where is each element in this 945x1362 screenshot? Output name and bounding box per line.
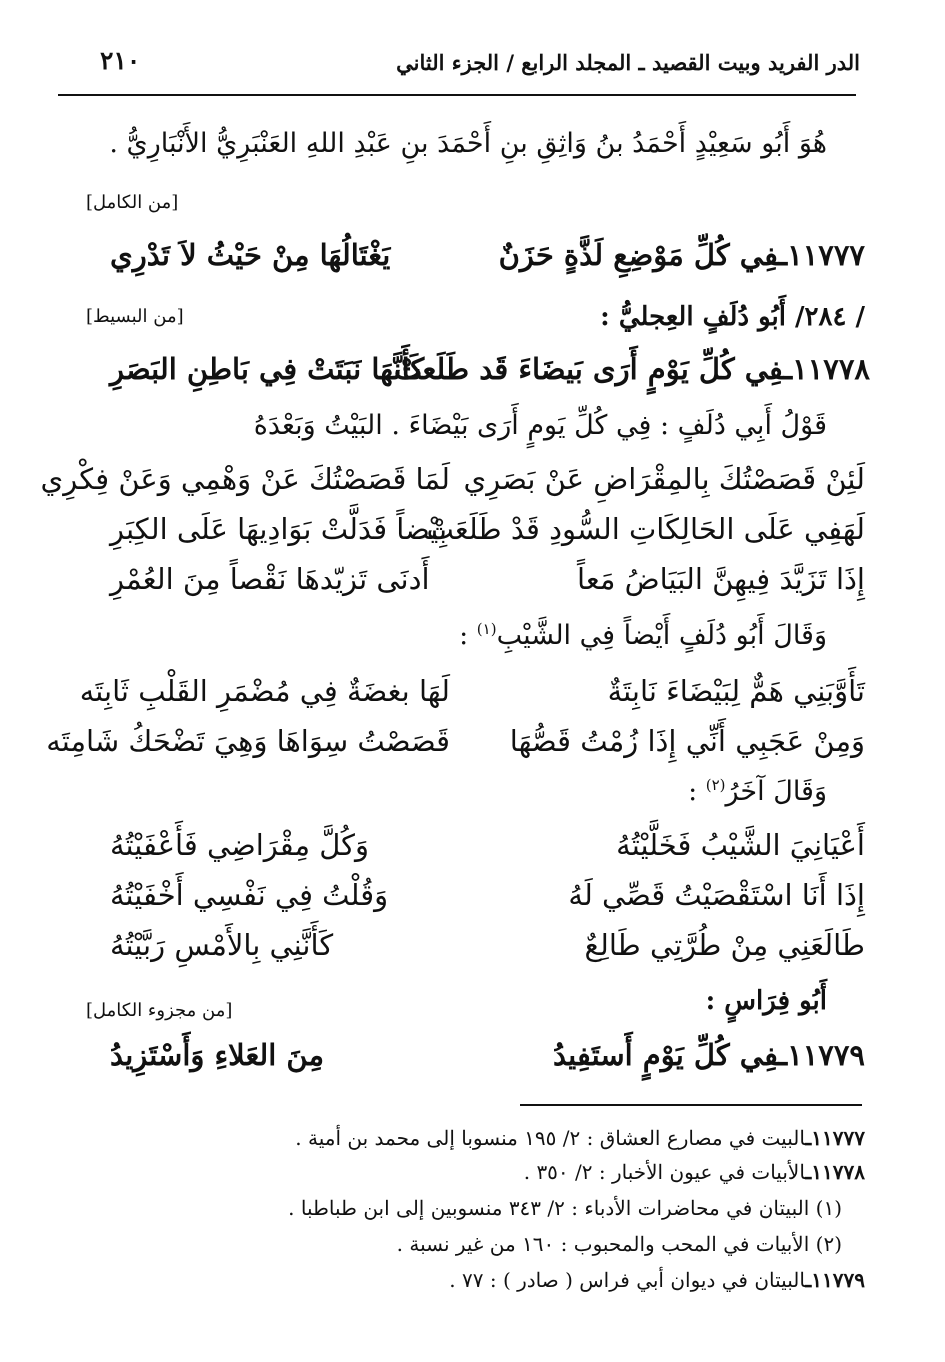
poem3-line3-left: كَأَنَّنِي بِالأَمْسِ رَبَّيْتُهُ — [110, 928, 334, 962]
meter-label-basit: [من البسيط] — [86, 306, 184, 327]
footnote-text: الأبيات في عيون الأخبار : ٢/ ٣٥٠ . — [523, 1160, 806, 1184]
footnote-1 — [288, 1196, 842, 1220]
footnote-divider — [520, 1104, 862, 1106]
poem2-line2-right: وَمِنْ عَجَبِي أَنِّي إِذَا زُمْتُ قَصُّهَا — [509, 724, 865, 758]
poem1-line3-right: إِذَا تَزَيَّدَ فِيهِنَّ البَيَاضُ مَعاً — [577, 562, 865, 596]
footnote-number: ١١٧٧٩ـ — [805, 1268, 865, 1292]
poem1-line1-right: لَئِنْ قَصَصْتُكَ بِالمِقْرَاضِ عَنْ بَصَرِي — [463, 462, 865, 496]
footnote-ref-1: (١) — [476, 620, 497, 638]
colon: : — [688, 776, 706, 807]
verse-11777-second-hemistich: يَغْتَالُهَا مِنْ حَيْثُ لاَ تَدْرِي — [110, 238, 391, 272]
verse-number: ١١٧٧٩ـ — [778, 1038, 865, 1072]
page-number: ٢١٠ — [100, 46, 141, 75]
verse-11779-second-hemistich: مِنَ العَلاءِ وَأَسْتَزِيدُ — [110, 1038, 325, 1072]
header-divider — [58, 94, 856, 96]
footnote-text: الأبيات في المحب والمحبوب : ١٦٠ من غير نسبة . — [396, 1232, 810, 1256]
poem1-line2-right: لَهَفِي عَلَى الحَالِكَاتِ السُّودِ قَدْ طَلَعَتْ — [426, 512, 865, 546]
footnote-text: البيتان في محاضرات الأدباء : ٢/ ٣٤٣ منسوبين إلى ابن طباطبا . — [288, 1196, 810, 1220]
commentary-line-3 — [688, 776, 827, 807]
poem3-line1-right: أَعْيَانِيَ الشَّيْبُ فَخَلَّيْتُهُ — [616, 828, 865, 862]
intro-paragraph: هُوَ أَبُو سَعِيْدٍ أَحْمَدُ بنُ وَاثِقِ بنِ أَحْمَدَ بنِ عَبْدِ اللهِ العَنْبَرِيُّ الأَنْبَارِيُّ . — [109, 128, 827, 159]
footnote-number: ١١٧٧٨ـ — [805, 1160, 865, 1184]
footnote-11779 — [449, 1268, 865, 1292]
footnote-2 — [397, 1232, 842, 1256]
poem3-line2-right: إِذَا أَنَا اسْتَقْصَيْتُ قَصِّي لَهُ — [568, 878, 865, 912]
hemistich-text: فِي كُلِّ يَوْمٍ أَستَفِيدُ — [552, 1038, 779, 1072]
poet-heading-abu-firas: أَبُو فِرَاسٍ : — [705, 986, 827, 1016]
poem1-line2-left: بِيْضاً فَدَلَّتْ بَوَادِيهَا عَلَى الكِبَرِ — [110, 512, 448, 546]
poem2-line1-right: تَأَوَّبَنِي هَمٌّ لِبَيْضَاءَ نَابِتَةٌ — [607, 674, 865, 708]
running-header-title: الدر الفريد وبيت القصيد ـ المجلد الرابع / الجزء الثاني — [396, 50, 860, 75]
hemistich-text: فِي كُلِّ مَوْضِعِ لَذَّةٍ حَزَنٌ — [498, 238, 779, 272]
verse-number: ١١٧٧٧ـ — [778, 238, 865, 272]
footnote-11778 — [524, 1160, 865, 1184]
verse-11777-first-hemistich — [498, 238, 865, 272]
commentary-line-1: قَوْلُ أَبِي دُلَفٍ : فِي كُلِّ يَومٍ أَرَى بَيْضَاءَ . البَيْتُ وَبَعْدَهُ — [253, 410, 827, 441]
verse-11778-second-hemistich: كَأَنَّهَا نَبَتَتْ فِي بَاطِنِ البَصَرِ — [110, 352, 425, 386]
footnote-number: ١١٧٧٧ـ — [805, 1126, 865, 1150]
commentary-text: وَقَالَ أَبُو دُلَفٍ أَيْضاً فِي الشَّيْبِ — [496, 620, 827, 651]
verse-number: ١١٧٧٨ـ — [783, 352, 870, 386]
meter-label-majzu-kamil: [من مجزوء الكامل] — [86, 1000, 233, 1021]
poem1-line1-left: لَمَا قَصَصْتُكَ عَنْ وَهْمِي وَعَنْ فِكْرِي — [40, 462, 450, 496]
colon: : — [459, 620, 477, 651]
poet-heading-abu-dulaf: / ٢٨٤/ أَبُو دُلَفٍ العِجليُّ : — [600, 302, 865, 332]
footnote-text: البيت في مصارع العشاق : ٢/ ١٩٥ منسوبا إلى محمد بن أمية . — [295, 1126, 806, 1150]
poem2-line2-left: قَصَصْتُ سِوَاهَا وَهِيَ تَضْحَكُ شَامِتَه — [46, 724, 450, 758]
poem1-line3-left: أَدنَى تَزيّدهَا نَقْصاً مِنَ العُمْرِ — [110, 562, 430, 596]
meter-label-kamil: [من الكامل] — [86, 192, 179, 213]
poem2-line1-left: لَهَا بغضَةٌ فِي مُضْمَرِ القَلْبِ ثَابِتَه — [79, 674, 450, 708]
poem3-line3-right: طَالَعَنِي مِنْ طُرَّتِي طَالِعٌ — [584, 928, 865, 962]
hemistich-text: فِي كُلِّ يَوْمٍ أَرَى بَيضَاءَ قَد طَلَعتْ — [393, 352, 784, 386]
poem3-line2-left: وَقُلْتُ فِي نَفْسِي أَخْفَيْتُهُ — [110, 878, 389, 912]
commentary-text: وَقَالَ آخَرُ — [725, 776, 827, 807]
poem3-line1-left: وَكُلَّ مِقْرَاضِي فَأَعْفَيْتُهُ — [110, 828, 369, 862]
verse-11779-first-hemistich — [505, 1038, 865, 1072]
verse-11778-first-hemistich — [393, 352, 870, 386]
footnote-text: البيتان في ديوان أبي فراس ( صادر ) : ٧٧ . — [449, 1268, 806, 1292]
commentary-line-2 — [459, 620, 827, 651]
footnote-ref-2: (٢) — [705, 776, 726, 794]
footnote-11777 — [295, 1126, 865, 1150]
footnote-number: (١) — [815, 1196, 842, 1220]
footnote-number: (٢) — [815, 1232, 842, 1256]
